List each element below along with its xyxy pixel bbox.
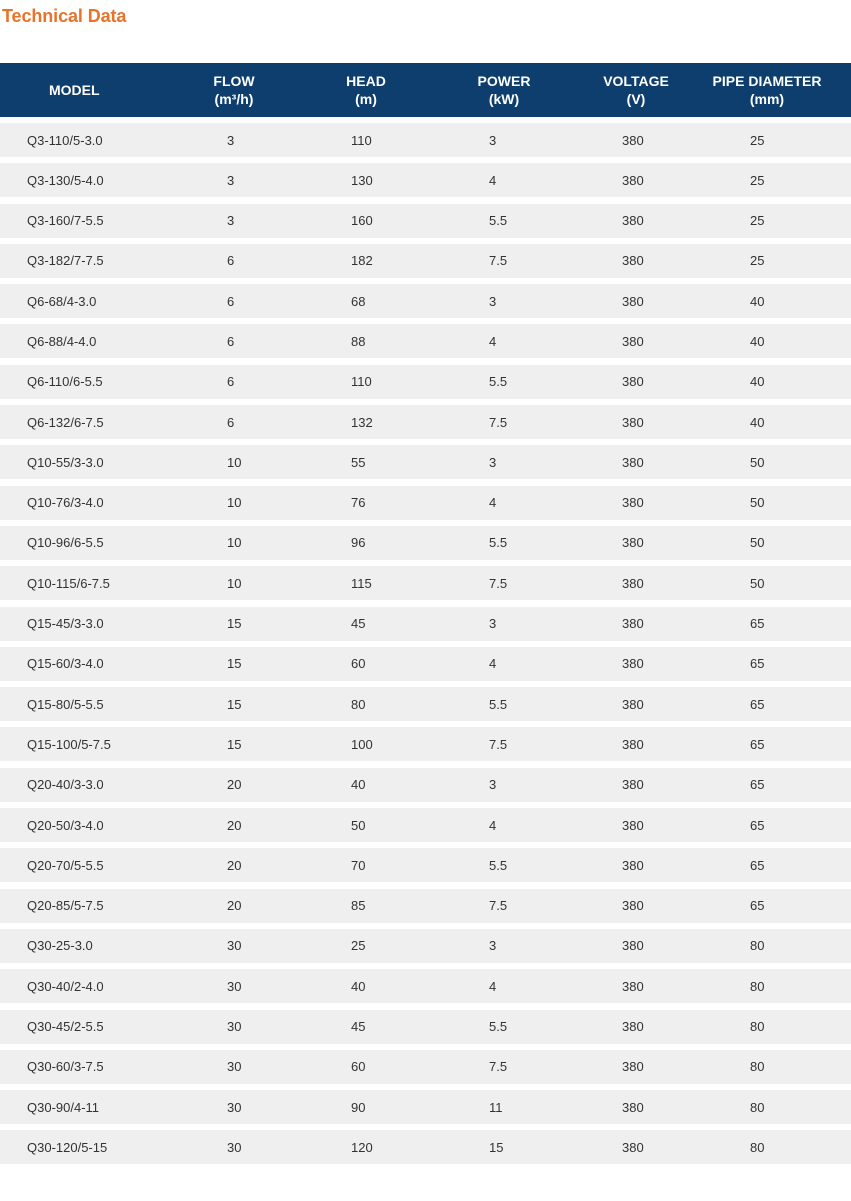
cell-head: 45 — [351, 616, 366, 632]
cell-head: 115 — [351, 575, 372, 591]
cell-model: Q6-88/4-4.0 — [27, 333, 97, 349]
cell-flow: 6 — [227, 253, 235, 269]
cell-head: 50 — [351, 817, 366, 833]
cell-pipe-diameter: 40 — [750, 293, 765, 309]
cell-model: Q15-80/5-5.5 — [27, 696, 104, 712]
cell-power: 4 — [489, 333, 497, 349]
cell-model: Q30-120/5-15 — [27, 1139, 108, 1155]
cell-pipe-diameter: 25 — [750, 253, 765, 269]
cell-pipe-diameter: 80 — [750, 1139, 765, 1155]
cell-pipe-diameter: 65 — [750, 857, 765, 873]
cell-flow: 6 — [227, 414, 235, 430]
column-header-head: HEAD (m) — [346, 73, 386, 107]
cell-head: 110 — [351, 132, 372, 148]
cell-model: Q30-40/2-4.0 — [27, 978, 104, 994]
cell-model: Q6-68/4-3.0 — [27, 293, 97, 309]
cell-flow: 6 — [227, 333, 235, 349]
cell-head: 40 — [351, 978, 366, 994]
cell-voltage: 380 — [622, 898, 644, 914]
cell-voltage: 380 — [622, 616, 644, 632]
table-row — [0, 768, 851, 802]
cell-pipe-diameter: 65 — [750, 616, 765, 632]
cell-model: Q3-182/7-7.5 — [27, 253, 104, 269]
cell-flow: 15 — [227, 696, 242, 712]
cell-head: 90 — [351, 1099, 366, 1115]
cell-voltage: 380 — [622, 857, 644, 873]
table-row — [0, 727, 851, 761]
cell-head: 60 — [351, 1059, 366, 1075]
cell-head: 60 — [351, 656, 366, 672]
column-header-pipe-diameter: PIPE DIAMETER (mm) — [712, 73, 822, 107]
cell-model: Q3-130/5-4.0 — [27, 172, 104, 188]
cell-model: Q10-115/6-7.5 — [27, 575, 110, 591]
cell-flow: 30 — [227, 978, 242, 994]
cell-pipe-diameter: 80 — [750, 1019, 765, 1035]
table-row — [0, 647, 851, 681]
table-row — [0, 284, 851, 318]
table-header — [0, 63, 851, 117]
cell-pipe-diameter: 50 — [750, 575, 765, 591]
table-row — [0, 607, 851, 641]
cell-flow: 10 — [227, 575, 242, 591]
table-row — [0, 445, 851, 479]
cell-flow: 3 — [227, 172, 235, 188]
cell-power: 3 — [489, 616, 497, 632]
cell-voltage: 380 — [622, 253, 644, 269]
cell-power: 5.5 — [489, 857, 508, 873]
cell-voltage: 380 — [622, 1099, 644, 1115]
cell-head: 85 — [351, 898, 366, 914]
cell-head: 130 — [351, 172, 373, 188]
cell-pipe-diameter: 40 — [750, 333, 765, 349]
cell-flow: 6 — [227, 293, 235, 309]
cell-pipe-diameter: 65 — [750, 736, 765, 752]
table-row — [0, 808, 851, 842]
cell-voltage: 380 — [622, 736, 644, 752]
cell-head: 25 — [351, 938, 366, 954]
cell-flow: 15 — [227, 616, 242, 632]
cell-model: Q20-85/5-7.5 — [27, 898, 104, 914]
table-row — [0, 244, 851, 278]
cell-model: Q10-55/3-3.0 — [27, 454, 104, 470]
cell-pipe-diameter: 80 — [750, 1059, 765, 1075]
cell-pipe-diameter: 65 — [750, 656, 765, 672]
cell-model: Q30-90/4-11 — [27, 1099, 100, 1115]
cell-model: Q10-96/6-5.5 — [27, 535, 104, 551]
cell-voltage: 380 — [622, 293, 644, 309]
table-row — [0, 1050, 851, 1084]
cell-pipe-diameter: 65 — [750, 817, 765, 833]
cell-power: 7.5 — [489, 898, 508, 914]
page-title: Technical Data — [2, 6, 127, 26]
cell-voltage: 380 — [622, 535, 644, 551]
cell-power: 7.5 — [489, 414, 508, 430]
cell-power: 7.5 — [489, 1059, 508, 1075]
cell-pipe-diameter: 25 — [750, 172, 765, 188]
table-row — [0, 969, 851, 1003]
cell-flow: 30 — [227, 938, 242, 954]
cell-flow: 30 — [227, 1099, 242, 1115]
cell-flow: 6 — [227, 374, 235, 390]
table-row — [0, 204, 851, 238]
cell-voltage: 380 — [622, 1139, 644, 1155]
cell-model: Q6-110/6-5.5 — [27, 374, 103, 390]
cell-power: 5.5 — [489, 1019, 508, 1035]
cell-pipe-diameter: 50 — [750, 454, 765, 470]
cell-head: 68 — [351, 293, 366, 309]
cell-power: 15 — [489, 1139, 504, 1155]
cell-model: Q6-132/6-7.5 — [27, 414, 104, 430]
cell-model: Q10-76/3-4.0 — [27, 495, 104, 511]
cell-power: 11 — [489, 1099, 503, 1115]
cell-voltage: 380 — [622, 575, 644, 591]
cell-flow: 20 — [227, 857, 242, 873]
cell-voltage: 380 — [622, 374, 644, 390]
table-row — [0, 123, 851, 157]
cell-model: Q20-70/5-5.5 — [27, 857, 104, 873]
cell-head: 40 — [351, 777, 366, 793]
table-row — [0, 324, 851, 358]
table-row — [0, 405, 851, 439]
cell-flow: 30 — [227, 1019, 242, 1035]
cell-flow: 20 — [227, 898, 242, 914]
table-row — [0, 526, 851, 560]
cell-head: 88 — [351, 333, 366, 349]
cell-head: 132 — [351, 414, 373, 430]
cell-power: 4 — [489, 495, 497, 511]
table-row — [0, 1010, 851, 1044]
cell-flow: 15 — [227, 736, 242, 752]
cell-power: 4 — [489, 817, 497, 833]
cell-pipe-diameter: 65 — [750, 898, 765, 914]
cell-model: Q20-40/3-3.0 — [27, 777, 104, 793]
cell-model: Q30-60/3-7.5 — [27, 1059, 104, 1075]
table-row — [0, 365, 851, 399]
table-row — [0, 163, 851, 197]
cell-voltage: 380 — [622, 777, 644, 793]
cell-voltage: 380 — [622, 414, 644, 430]
cell-voltage: 380 — [622, 656, 644, 672]
cell-power: 4 — [489, 656, 497, 672]
cell-model: Q3-110/5-3.0 — [27, 132, 103, 148]
cell-pipe-diameter: 65 — [750, 777, 765, 793]
cell-pipe-diameter: 65 — [750, 696, 765, 712]
cell-flow: 20 — [227, 817, 242, 833]
cell-flow: 30 — [227, 1139, 242, 1155]
cell-voltage: 380 — [622, 978, 644, 994]
column-header-voltage: VOLTAGE (V) — [603, 73, 669, 107]
cell-voltage: 380 — [622, 696, 644, 712]
cell-pipe-diameter: 40 — [750, 374, 765, 390]
cell-model: Q20-50/3-4.0 — [27, 817, 104, 833]
cell-pipe-diameter: 80 — [750, 938, 765, 954]
cell-head: 45 — [351, 1019, 366, 1035]
cell-power: 3 — [489, 454, 497, 470]
cell-flow: 30 — [227, 1059, 242, 1075]
cell-voltage: 380 — [622, 454, 644, 470]
cell-model: Q15-45/3-3.0 — [27, 616, 104, 632]
cell-head: 182 — [351, 253, 373, 269]
table-body — [0, 123, 851, 1164]
cell-voltage: 380 — [622, 1019, 644, 1035]
cell-flow: 20 — [227, 777, 242, 793]
cell-head: 110 — [351, 374, 372, 390]
cell-power: 4 — [489, 172, 497, 188]
cell-head: 55 — [351, 454, 366, 470]
cell-head: 76 — [351, 495, 366, 511]
cell-power: 4 — [489, 978, 497, 994]
table-row — [0, 929, 851, 963]
cell-head: 160 — [351, 213, 373, 229]
table-row — [0, 566, 851, 600]
cell-flow: 3 — [227, 213, 235, 229]
cell-flow: 10 — [227, 535, 242, 551]
cell-power: 3 — [489, 938, 497, 954]
cell-model: Q3-160/7-5.5 — [27, 213, 104, 229]
cell-voltage: 380 — [622, 132, 644, 148]
cell-power: 5.5 — [489, 535, 508, 551]
cell-voltage: 380 — [622, 495, 644, 511]
cell-head: 120 — [351, 1139, 373, 1155]
cell-model: Q30-45/2-5.5 — [27, 1019, 104, 1035]
cell-voltage: 380 — [622, 333, 644, 349]
cell-voltage: 380 — [622, 938, 644, 954]
cell-power: 5.5 — [489, 374, 508, 390]
cell-power: 5.5 — [489, 696, 508, 712]
table-row — [0, 1130, 851, 1164]
technical-data-table — [0, 63, 851, 1164]
cell-model: Q15-60/3-4.0 — [27, 656, 104, 672]
cell-flow: 10 — [227, 495, 242, 511]
table-row — [0, 1090, 851, 1124]
cell-pipe-diameter: 50 — [750, 495, 765, 511]
cell-power: 3 — [489, 293, 497, 309]
cell-head: 70 — [351, 857, 366, 873]
cell-power: 5.5 — [489, 213, 508, 229]
column-header-flow: FLOW (m³/h) — [213, 73, 255, 107]
cell-power: 7.5 — [489, 736, 508, 752]
cell-flow: 10 — [227, 454, 242, 470]
cell-head: 80 — [351, 696, 366, 712]
cell-pipe-diameter: 25 — [750, 213, 765, 229]
cell-voltage: 380 — [622, 172, 644, 188]
cell-pipe-diameter: 25 — [750, 132, 765, 148]
cell-power: 7.5 — [489, 253, 508, 269]
cell-pipe-diameter: 40 — [750, 414, 765, 430]
cell-voltage: 380 — [622, 817, 644, 833]
cell-flow: 15 — [227, 656, 242, 672]
table-row — [0, 486, 851, 520]
cell-voltage: 380 — [622, 213, 644, 229]
table-row — [0, 848, 851, 882]
cell-pipe-diameter: 80 — [750, 978, 765, 994]
column-header-power: POWER (kW) — [477, 73, 531, 107]
cell-head: 100 — [351, 736, 373, 752]
table-row — [0, 889, 851, 923]
cell-voltage: 380 — [622, 1059, 644, 1075]
cell-model: Q15-100/5-7.5 — [27, 736, 111, 752]
cell-power: 7.5 — [489, 575, 508, 591]
table-row — [0, 687, 851, 721]
cell-model: Q30-25-3.0 — [27, 938, 93, 954]
cell-power: 3 — [489, 777, 497, 793]
cell-flow: 3 — [227, 132, 235, 148]
cell-pipe-diameter: 50 — [750, 535, 765, 551]
cell-pipe-diameter: 80 — [750, 1099, 765, 1115]
cell-head: 96 — [351, 535, 366, 551]
cell-power: 3 — [489, 132, 497, 148]
column-header-model: MODEL — [49, 82, 100, 98]
